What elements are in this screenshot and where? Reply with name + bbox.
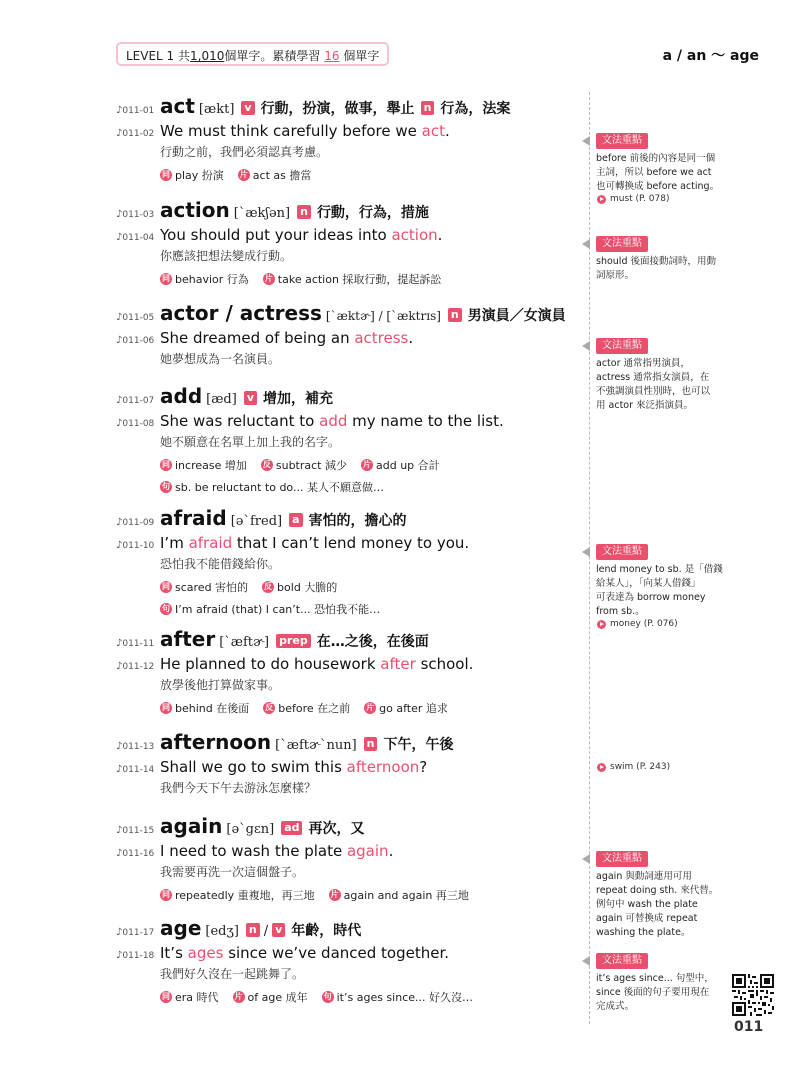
example-sentence: He planned to do housework after school.: [160, 655, 474, 673]
related-word: bold 大膽的: [277, 581, 338, 594]
related-words: [160, 579, 586, 595]
grammar-note-text: it’s ages since... 句型中， since 後面的句子要用現在 完成式。: [596, 973, 714, 1012]
grammar-note-label: 文法重點: [596, 133, 648, 149]
level-progress-banner: [116, 42, 389, 66]
related-word: it’s ages since... 好久沒…: [336, 991, 473, 1004]
grammar-note: [596, 333, 741, 413]
track-number[interactable]: ♪011-08: [116, 418, 155, 429]
track-number[interactable]: ♪011-05: [116, 312, 155, 323]
related-word: repeatedly 重複地，再三地: [175, 889, 315, 902]
cross-reference[interactable]: swim (P. 243): [597, 762, 670, 772]
track-number[interactable]: ♪011-16: [116, 848, 155, 859]
pos-badge: n: [421, 101, 435, 115]
pronunciation: [ˋæftɚˋnun]: [275, 738, 357, 753]
track-number[interactable]: ♪011-03: [116, 209, 155, 220]
track-number[interactable]: ♪011-15: [116, 825, 155, 836]
example-translation: 放學後他打算做家事。: [160, 678, 281, 692]
cross-reference[interactable]: money (P. 076): [597, 619, 678, 629]
pos-badge: ad: [281, 821, 302, 835]
page-range-title: a / an ～ age: [662, 48, 759, 64]
example-sentence: She dreamed of being an actress.: [160, 329, 414, 347]
synonym-tag: 同: [162, 992, 170, 1001]
grammar-note-text: lend money to sb. 是「借錢 給某人」，「向某人借錢」 可表達為 borrow money from sb.。: [596, 564, 723, 617]
pronunciation: [ˋæktɚ] / [ˋæktrɪs]: [325, 309, 441, 323]
grammar-note-text: again 與動詞連用可用 repeat doing sth. 來代替。 例句中 wash the plate again 可替換成 repeat washing the plate。: [596, 871, 719, 938]
cross-reference[interactable]: must (P. 078): [597, 194, 670, 204]
pos-badge: prep: [276, 634, 311, 648]
track-number[interactable]: ♪011-11: [116, 638, 155, 649]
pronunciation: [əˋfred]: [230, 514, 283, 529]
track-number[interactable]: ♪011-02: [116, 128, 155, 139]
progress-text: 個單字。累積學習: [224, 49, 321, 63]
meaning: 害怕的，擔心的: [308, 513, 407, 529]
column-divider: [589, 92, 590, 1024]
headword: afternoon: [160, 730, 272, 754]
progress-suffix: 個單字: [343, 49, 380, 63]
example-translation: 我們好久沒在一起跳舞了。: [160, 967, 305, 981]
example-translation: 我們今天下午去游泳怎麼樣？: [160, 781, 317, 795]
grammar-note: [596, 948, 731, 1014]
level-label: LEVEL 1: [126, 49, 175, 63]
pronunciation: [ˋækʃən]: [233, 206, 291, 221]
total-count: 1,010: [190, 49, 225, 63]
track-number[interactable]: ♪011-17: [116, 927, 155, 938]
pos-badge: v: [244, 391, 257, 405]
meaning: 行動，扮演，做事，舉止: [260, 101, 415, 117]
vocab-entry-age: ♪011-17 age [edʒ] n / v 年齡，時代 ♪011-18 It’s ages since we’ve danced together. 我們好久沒在一起跳舞了。 同 era 時代 片 of age 成年 句 it’s ages since... 好久沒…: [116, 916, 586, 1005]
related-word: act as 擔當: [252, 169, 312, 182]
track-number[interactable]: ♪011-14: [116, 764, 155, 775]
related-word: behavior 行為: [175, 273, 249, 286]
phrase-tag: 片: [264, 274, 273, 283]
pattern-tag: 句: [162, 604, 170, 613]
related-words: [160, 887, 586, 903]
pos-badge: n: [448, 308, 462, 322]
grammar-note-label: 文法重點: [596, 851, 648, 867]
pos-badge: v: [241, 101, 254, 115]
related-word: add up 合計: [376, 459, 440, 472]
pronunciation: [ˋæftɚ]: [219, 635, 270, 650]
antonym-tag: 反: [265, 703, 274, 712]
track-number[interactable]: ♪011-09: [116, 517, 155, 528]
track-number[interactable]: ♪011-06: [116, 335, 155, 346]
grammar-note-label: 文法重點: [596, 953, 648, 969]
headword: add: [160, 384, 203, 408]
synonym-tag: 同: [162, 890, 170, 899]
antonym-tag: 反: [264, 582, 273, 591]
pos-badge: a: [289, 513, 302, 527]
synonym-tag: 同: [162, 274, 170, 283]
pattern-text: I’m afraid (that) I can’t... 恐怕我不能…: [175, 603, 381, 616]
track-number[interactable]: ♪011-13: [116, 741, 155, 752]
vocab-entry-afraid: [116, 506, 586, 617]
related-word: play 扮演: [175, 169, 224, 182]
meaning: 在…之後，在後面: [316, 634, 429, 650]
related-word: take action 採取行動，提起訴訟: [277, 273, 442, 286]
track-number[interactable]: ♪011-07: [116, 395, 155, 406]
headword: again: [160, 814, 223, 838]
track-number[interactable]: ♪011-04: [116, 232, 155, 243]
related-word: of age 成年: [247, 991, 308, 1004]
meaning: 再次，又: [308, 821, 365, 837]
vocab-entry-again: [116, 814, 586, 903]
vocab-entry-after: [116, 627, 586, 716]
pronunciation: [əˋgɛn]: [226, 822, 275, 837]
synonym-tag: 同: [162, 460, 170, 469]
pattern-text: sb. be reluctant to do... 某人不願意做…: [175, 481, 384, 494]
related-word: scared 害怕的: [175, 581, 249, 594]
phrase-tag: 片: [330, 890, 339, 899]
example-translation: 她不願意在名單上加上我的名字。: [160, 435, 341, 449]
related-words: [160, 271, 586, 287]
headword: age: [160, 916, 202, 940]
vocab-entry-act: [116, 94, 586, 183]
related-words: [160, 989, 586, 1005]
example-sentence: I need to wash the plate again.: [160, 842, 394, 860]
example-translation: 行動之前，我們必須認真考慮。: [160, 145, 329, 159]
example-translation: 她夢想成為一名演員。: [160, 352, 281, 366]
track-number[interactable]: ♪011-12: [116, 661, 155, 672]
grammar-note-label: 文法重點: [596, 544, 648, 560]
example-sentence: We must think carefully before we act.: [160, 122, 450, 140]
related-word: subtract 減少: [275, 459, 347, 472]
meaning: 男演員／女演員: [467, 308, 566, 324]
example-translation: 恐怕我不能借錢給你。: [160, 557, 281, 571]
meaning: 年齡，時代: [291, 923, 362, 939]
vocab-entry-add: [116, 384, 586, 495]
related-word: again and again 再三地: [343, 889, 469, 902]
related-word: before 在之前: [278, 702, 351, 715]
pronunciation: [edʒ]: [205, 924, 239, 939]
total-prefix: 共: [178, 49, 191, 63]
synonym-tag: 同: [162, 703, 170, 712]
pos-badge: n: [297, 205, 311, 219]
vocab-entry-afternoon: [116, 730, 586, 796]
grammar-note: [596, 539, 741, 619]
pronunciation: [ækt]: [198, 102, 235, 117]
qr-code-icon[interactable]: [732, 974, 774, 1016]
vocab-entry-action: [116, 198, 586, 287]
vocab-entry-actor: [116, 301, 586, 367]
related-word: era 時代: [175, 991, 219, 1004]
page-number: 011: [734, 1019, 764, 1035]
pronunciation: [æd]: [206, 392, 237, 407]
meaning: 下午，午後: [383, 737, 454, 753]
pattern-tag: 句: [323, 992, 332, 1001]
track-number[interactable]: ♪011-01: [116, 105, 155, 116]
track-number[interactable]: ♪011-18: [116, 950, 155, 961]
related-words: [160, 457, 586, 473]
pos-badge: n: [364, 737, 378, 751]
grammar-note-text: actor 通常指男演員， actress 通常指女演員，在 不強調演員性別時，也可以 用 actor 來泛指演員。: [596, 358, 711, 411]
headword: actor / actress: [160, 301, 322, 325]
phrase-tag: 片: [239, 170, 248, 179]
synonym-tag: 同: [162, 582, 170, 591]
antonym-tag: 反: [262, 460, 271, 469]
grammar-note-text: should 後面接動詞時，用動 詞原形。: [596, 256, 716, 281]
track-number[interactable]: ♪011-10: [116, 540, 155, 551]
phrase-tag: 片: [363, 460, 371, 469]
related-words: [160, 167, 586, 183]
phrase-tag: 片: [234, 992, 243, 1001]
grammar-note: [596, 846, 741, 940]
meaning: 行為，法案: [440, 101, 511, 117]
related-word: behind 在後面: [175, 702, 250, 715]
headword: after: [160, 627, 216, 651]
arrow-circle-icon: [597, 620, 606, 629]
pattern-tag: 句: [162, 482, 170, 491]
meaning: 增加，補充: [263, 391, 333, 407]
meaning: 行動，行為，措施: [316, 205, 429, 221]
grammar-note-label: 文法重點: [596, 236, 648, 252]
related-word: go after 追求: [379, 702, 448, 715]
example-sentence: Shall we go to swim this afternoon?: [160, 758, 428, 776]
related-word: increase 增加: [175, 459, 247, 472]
synonym-tag: 同: [162, 170, 170, 179]
example-translation: 我需要再洗一次這個盤子。: [160, 865, 305, 879]
grammar-note: [596, 128, 741, 194]
pos-badge: v: [272, 923, 285, 937]
sentence-pattern: [160, 479, 586, 495]
example-sentence: I’m afraid that I can’t lend money to you.: [160, 534, 470, 552]
arrow-circle-icon: [597, 763, 606, 772]
grammar-note: [596, 231, 741, 283]
phrase-tag: 片: [366, 703, 375, 712]
headword: afraid: [160, 506, 227, 530]
related-words: [160, 700, 586, 716]
example-sentence: She was reluctant to add my name to the list.: [160, 412, 504, 430]
grammar-note-label: 文法重點: [596, 338, 648, 354]
learned-count: 16: [324, 49, 340, 63]
example-sentence: You should put your ideas into action.: [160, 226, 443, 244]
headword: act: [160, 94, 195, 118]
headword: action: [160, 198, 230, 222]
grammar-note-text: before 前後的內容是同一個 主詞，所以 before we act 也可轉換成 before acting。: [596, 153, 720, 192]
sentence-pattern: [160, 601, 586, 617]
example-translation: 你應該把想法變成行動。: [160, 249, 293, 263]
example-sentence: It’s ages since we’ve danced together.: [160, 944, 450, 962]
arrow-circle-icon: [597, 195, 606, 204]
pos-badge: n: [246, 923, 260, 937]
